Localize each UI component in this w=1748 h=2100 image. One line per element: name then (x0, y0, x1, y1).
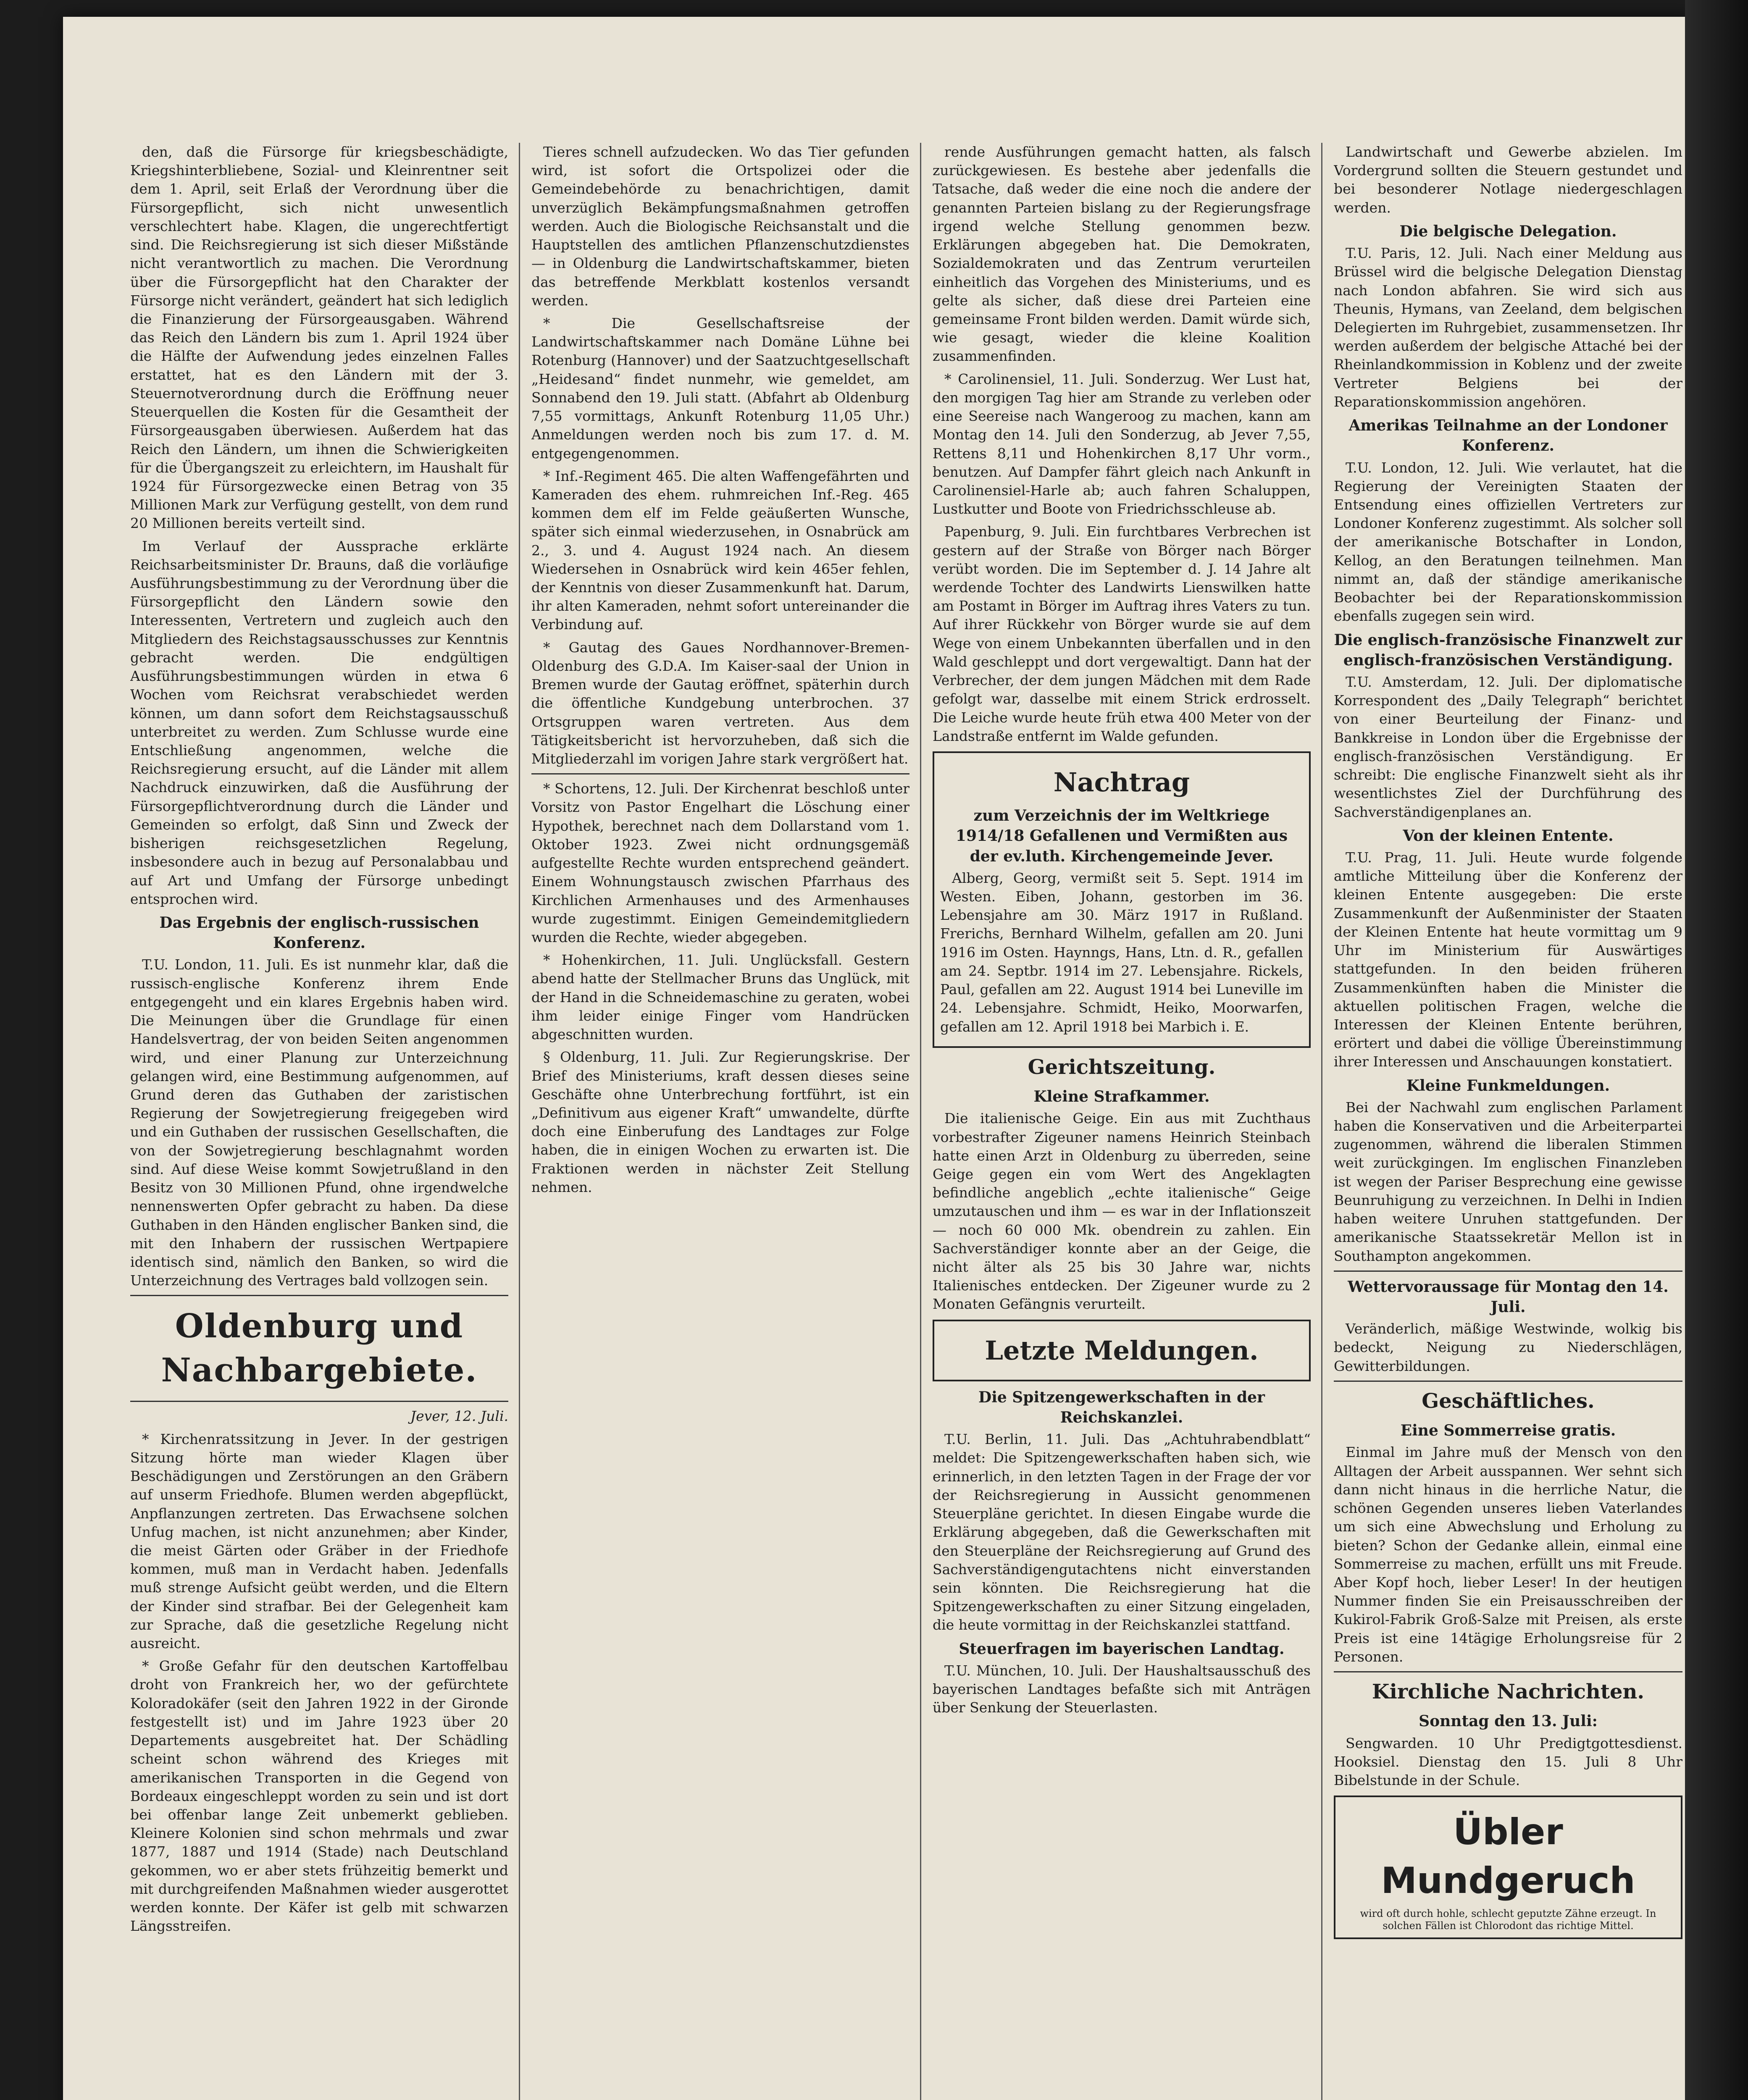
paragraph: * Große Gefahr für den deutschen Kartoffelbau droht von Frankreich her, wo der gefürchtete Koloradokäfer (seit den Jahren 1922 in der Gironde festgestellt ist) und im Jahre 1923 über 20 Departements ausgebreitet hat. Der Schädling scheint schon während des Krieges mit amerikanischen Transporten in die Gegend von Bordeaux eingeschleppt worden zu sein und ist dort bei offenbar lange Zeit unbemerkt geblieben. Kleinere Kolonien sind schon mehrmals und zwar 1877, 1887 und 1914 (Stade) nach Deutschland gekommen, wo er aber stets frühzeitig bemerkt und mit durchgreifenden Maßnahmen wieder ausgerottet werden konnte. Der Käfer ist gelb mit schwarzen Längsstreifen. (130, 1658, 508, 1935)
article-heading: Die englisch-französische Finanzwelt zur englisch-französischen Verständigung. (1334, 631, 1682, 669)
page-edge-shadow (1685, 0, 1748, 2100)
paragraph: * Schortens, 12. Juli. Der Kirchenrat beschloß unter Vorsitz von Pastor Engelhart die Löschung einer Hypothek, berechnet nach dem Dollarstand vom 1. Oktober 1923. Zwei nicht ordnungsgemäß aufgestellte Rechte wurden entsprechend geändert. Einem Wohnungstausch zwischen Pfarrhaus des Kirchlichen Armenhauses und des Armenhauses wurde zugestimmt. Einigen Gemeindemitgliedern wurden die Rechte, wieder abgegeben. (531, 780, 909, 945)
paragraph: Bei der Nachwahl zum englischen Parlament haben die Konservativen und die Arbeiterpartei zugenommen, während die liberalen Stimmen weit zurückgingen. Im englischen Finanzleben ist wegen der Pariser Besprechung eine gewisse Beunruhigung zu verzeichnen. In Delhi in Indien haben weitere Unruhen stattgefunden. Der amerikanische Staatssekretär Mellon ist in Southampton angekommen. (1334, 1099, 1682, 1264)
paragraph: T.U. London, 11. Juli. Es ist nunmehr klar, daß die russisch-englische Konferenz ihrem Ende entgegengeht und ein klares Ergebnis haben wird. Die Meinungen über die Grundlage für einen Handelsvertrag, der von beiden Seiten angenommen wird, und einer Planung zur Unterzeichnung gelangen wird, eine Bestimmung aufgenommen, auf Grund deren das Guthaben der zaristischen Regierung der Sowjetregierung freigegeben wird und ein Guthaben der russischen Gesellschaften, die von der Sowjetregierung beschlagnahmt worden sind. Auf diese Weise kommt Sowjetrußland in den Besitz von 30 Millionen Pfund, ohne irgendwelche nennenswerten Opfer gebracht zu haben. Da diese Guthaben in den Händen englischer Banken sind, die mit den Inhabern der russischen Wertpapiere identisch sind, nämlich den Banken, so wird die Unterzeichnung des Vertrages bald vollzogen sein. (130, 956, 508, 1289)
paragraph: * Kirchenratssitzung in Jever. In der gestrigen Sitzung hörte man wieder Klagen über Beschädigungen und Zerstörungen an den Gräbern auf unserm Friedhofe. Blumen werden abgepflückt, Anpflanzungen zertreten. Das Erwachsene solchen Unfug machen, ist nicht anzunehmen; aber Kinder, die meist Gärten oder Gräber in der Friedhofe kommen, muß man in Verdacht haben. Jedenfalls muß strenge Aufsicht geübt werden, und die Eltern der Kinder sind strafbar. Bei der Gelegenheit kam zur Sprache, daß die gesetzliche Regelung nicht ausreicht. (130, 1431, 508, 1652)
article-heading: Von der kleinen Entente. (1403, 827, 1614, 845)
paragraph: § Oldenburg, 11. Juli. Zur Regierungskrise. Der Brief des Ministeriums, kraft dessen dieses seine Geschäfte ohne Unterbrechung fortführt, ist ein „Definitivum aus eigener Kraft“ umwandelte, dürfte doch eine Einberufung des Landtages zur Folge haben, die in einigen Wochen zu erwarten ist. Die Fraktionen werden in nächster Zeit Stellung nehmen. (531, 1049, 909, 1195)
column-3 (933, 143, 1311, 1722)
article-heading: Das Ergebnis der englisch-russischen Konferenz. (159, 914, 479, 952)
column-rule (519, 143, 520, 2100)
divider (130, 1295, 508, 1296)
divider (1334, 1671, 1682, 1672)
column-1 (130, 143, 508, 1940)
nachtrag-subtitle: zum Verzeichnis der im Weltkriege 1914/18 Gefallenen und Vermißten aus der ev.luth. Kirchengemeinde Jever. (955, 807, 1288, 865)
article-heading: Steuerfragen im bayerischen Landtag. (959, 1640, 1285, 1658)
column-rule (1321, 143, 1322, 2100)
paragraph: T.U. Prag, 11. Juli. Heute wurde folgende amtliche Mitteilung über die Konferenz der kleinen Entente ausgegeben: Die erste Zusammenkunft der Außenminister der Staaten der Kleinen Entente hat heute vormittag um 9 Uhr im Ministerium für Auswärtiges stattgefunden. In den beiden früheren Zusammenkünften haben die Minister die aktuellen politischen Fragen, welche die Interessen der Kleinen Entente berühren, erörtert und dabei die völlige Übereinstimmung ihrer Interessen und Anschauungen konstatiert. (1334, 849, 1682, 1070)
paragraph: T.U. Berlin, 11. Juli. Das „Achtuhrabendblatt“ meldet: Die Spitzengewerkschaften haben sich, wie erinnerlich, in den letzten Tagen in der Frage der vor der Reichsregierung in Aussicht genommenen Steuerpläne gerichtet. In diesen Eingabe wurde die Erklärung abgegeben, daß die Gewerkschaften mit den Steuerpläne der Reichsregierung auf Grund des Sachverständigengutachtens nicht einverstanden sein könnten. Die Reichsregierung hat die Spitzengewerkschaften zu einer Sitzung eingeladen, die heute vormittag in der Reichskanzlei stattfand. (933, 1431, 1311, 1633)
paragraph: Landwirtschaft und Gewerbe abzielen. Im Vordergrund sollten die Steuern gestundet und bei besonderer Notlage niedergeschlagen werden. (1334, 144, 1682, 216)
business-title: Geschäftliches. (1422, 1389, 1595, 1413)
ad-text: wird oft durch hohle, schlecht geputzte Zähne erzeugt. In solchen Fällen ist Chlorodont das richtige Mittel. (1360, 1907, 1656, 1932)
advertisement (1334, 1796, 1682, 1939)
divider (1334, 1381, 1682, 1382)
column-4 (1334, 143, 1682, 1945)
paragraph: * Inf.-Regiment 465. Die alten Waffengefährten und Kameraden des ehem. ruhmreichen Inf.-Reg. 465 kommen dem elf im Felde geäußerten Wunsche, später sich einmal wiederzusehen, in Osnabrück am 2., 3. und 4. August 1924 nach. An diesem Wiedersehen in Osnabrück wird kein 465er fehlen, der Kenntnis von dieser Zusammenkunft hat. Darum, ihr alten Kameraden, nehmt sofort untereinander die Verbindung auf. (531, 467, 909, 633)
paragraph: Tieres schnell aufzudecken. Wo das Tier gefunden wird, ist sofort die Ortspolizei oder die Gemeindebehörde zu benachrichtigen, damit unverzüglich Bekämpfungsmaßnahmen getroffen werden. Auch die Biologische Reichsanstalt und die Hauptstellen des amtlichen Pflanzenschutzdienstes — in Oldenburg die Landwirtschaftskammer, bieten das betreffende Merkblatt kostenlos versandt werden. (531, 144, 909, 309)
article-heading: Kleine Funkmeldungen. (1406, 1076, 1610, 1095)
newspaper-page (63, 17, 1693, 2100)
article-heading: Amerikas Teilnahme an der Londoner Konferenz. (1348, 417, 1668, 455)
latest-news-title: Letzte Meldungen. (985, 1335, 1259, 1366)
nachtrag-box (933, 751, 1311, 1048)
paragraph: Papenburg, 9. Juli. Ein furchtbares Verbrechen ist gestern auf der Straße von Börger nach Börger verübt worden. Die im September d. J. 14 Jahre alt werdende Tochter des Landwirts Lienswilken hatte am Postamt in Börger im Auftrag ihres Vaters zu tun. Auf ihrer Rückkehr von Börger wurde sie auf dem Wege von einem Unbekannten überfallen und in den Wald geschleppt und dort vergewaltigt. Dann hat der Verbrecher, der dem jungen Mädchen mit dem Rade gefolgt war, dasselbe mit einem Strick erdrosselt. Die Leiche wurde heute früh etwa 400 Meter von der Landstraße entfernt im Walde gefunden. (933, 523, 1311, 744)
paragraph: T.U. München, 10. Juli. Der Haushaltsausschuß des bayerischen Landtages befaßte sich mit Anträgen über Senkung der Steuerlasten. (933, 1662, 1311, 1716)
nachtrag-title: Nachtrag (1053, 767, 1190, 798)
paragraph: T.U. London, 12. Juli. Wie verlautet, hat die Regierung der Vereinigten Staaten der Entsendung eines offiziellen Vertreters zur Londoner Konferenz zugestimmt. Als solcher soll der amerikanische Botschafter in London, Kellog, an den Beratungen teilnehmen. Man nimmt an, daß der ständige amerikanische Beobachter bei der Reparationskommission ebenfalls zugegen sein wird. (1334, 459, 1682, 625)
church-date: Sonntag den 13. Juli: (1419, 1712, 1598, 1730)
column-2 (531, 143, 909, 1201)
ad-headline: Übler Mundgeruch (1381, 1811, 1635, 1902)
article-heading: Die Spitzengewerkschaften in der Reichskanzlei. (978, 1388, 1265, 1427)
paragraph: Die italienische Geige. Ein aus mit Zuchthaus vorbestrafter Zigeuner namens Heinrich Steinbach hatte einen Arzt in Oldenburg zu überreden, seine Geige gegen ein vom Wert des Angeklagten befindliche angeblich „echte italienische“ Geige umzutauschen und ihm — es war in der Inflationszeit — noch 60 000 Mk. obendrein zu zahlen. Ein Sachverständiger konnte aber an der Geige, die nicht älter als 25 bis 30 Jahre war, nichts Italienisches entdecken. Der Zigeuner wurde zu 2 Monaten Gefängnis verurteilt. (933, 1110, 1311, 1312)
dateline: Jever, 12. Juli. (410, 1408, 508, 1425)
paragraph: Einmal im Jahre muß der Mensch von den Alltagen der Arbeit ausspannen. Wer sehnt sich dann nicht hinaus in die herrliche Natur, die schönen Gegenden unseres lieben Vaterlandes um sich eine Abwechslung und Erholung zu bieten? Schon der Gedanke allein, einmal eine Sommerreise zu machen, erfüllt uns mit Freude. Aber Kopf hoch, lieber Leser! In der heutigen Nummer finden Sie ein Preisausschreiben der Kukirol-Fabrik Groß-Salze mit Preisen, als erste Preis ist eine 14tägige Erholungsreise für 2 Personen. (1334, 1444, 1682, 1665)
divider (1334, 1270, 1682, 1272)
section-title: Oldenburg und Nachbargebiete. (161, 1307, 478, 1389)
business-subtitle: Eine Sommerreise gratis. (1400, 1422, 1616, 1440)
paragraph: den, daß die Fürsorge für kriegsbeschädigte, Kriegshinterbliebene, Sozial- und Kleinrentner seit dem 1. April, seit Erlaß der Verordnung über die Fürsorgepflicht, sich nicht unwesentlich verschlechtert habe. Klagen, die ungerechtfertigt sind. Die Reichsregierung ist sich dieser Mißstände nicht verantwortlich zu machen. Die Verordnung über die Fürsorgepflicht hat den Charakter der Fürsorge nicht verändert, geändert hat sich lediglich die Finanzierung der Fürsorgeausgaben. Während das Reich den Ländern bis zum 1. April 1924 über die Hälfte der Aufwendung jedes einzelnen Falles erstattet, hat es den Ländern mit der 3. Steuernotverordnung durch die Eröffnung neuer Steuerquellen die Kosten für die Gesamtheit der Fürsorgeausgaben überwiesen. Außerdem hat das Reich den Ländern, um ihnen die Schwierigkeiten für die Übergangszeit zu erleichtern, im Haushalt für 1924 für Fürsorgezwecke einen Betrag von 35 Millionen Mark zur Verfügung gestellt, von dem rund 20 Millionen bereits verteilt sind. (130, 144, 508, 532)
church-title: Kirchliche Nachrichten. (1372, 1680, 1645, 1704)
paragraph: * Gautag des Gaues Nordhannover-Bremen-Oldenburg des G.D.A. Im Kaiser-saal der Union in Bremen wurde der Gautag eröffnet, späterhin durch die öffentliche Kundgebung unterbrochen. 37 Ortsgruppen waren vertreten. Aus dem Tätigkeitsbericht ist hervorzuheben, daß sich die Mitgliederzahl im vorigen Jahre stark vergrößert hat. (531, 639, 909, 767)
paragraph: Sengwarden. 10 Uhr Predigtgottesdienst. Hooksiel. Dienstag den 15. Juli 8 Uhr Bibelstunde in der Schule. (1334, 1735, 1682, 1789)
paragraph: * Die Gesellschaftsreise der Landwirtschaftskammer nach Domäne Lühne bei Rotenburg (Hannover) und der Saatzuchtgesellschaft „Heidesand“ findet nunmehr, wie gemeldet, am Sonnabend den 19. Juli statt. (Abfahrt ab Oldenburg 7,55 vormittags, Ankunft Rotenburg 11,05 Uhr.) Anmeldungen werden noch bis zum 17. d. M. entgegengenommen. (531, 315, 909, 462)
paragraph: * Hohenkirchen, 11. Juli. Unglücksfall. Gestern abend hatte der Stellmacher Bruns das Unglück, mit der Hand in die Schneidemaschine zu geraten, wobei ihm leider einige Finger vom Handrücken abgeschnitten wurden. (531, 952, 909, 1043)
paragraph: rende Ausführungen gemacht hatten, als falsch zurückgewiesen. Es bestehe aber jedenfalls die Tatsache, daß weder die eine noch die andere der genannten Parteien bislang zu der Regierungsfrage irgend welche Stellung genommen bezw. Erklärungen abgegeben hat. Die Demokraten, Sozialdemokraten und das Zentrum verurteilen einheitlich das Vorgehen des Ministeriums, und es gelte als sicher, daß diese drei Parteien eine gemeinsame Front bilden werden. Damit würde sich, wie gesagt, wieder die kleine Koalition zusammenfinden. (933, 144, 1311, 365)
paragraph: Im Verlauf der Aussprache erklärte Reichsarbeitsminister Dr. Brauns, daß die vorläufige Ausführungsbestimmung zu der Verordnung über die Fürsorgepflicht den Ländern sowie den Interessenten, Vertretern und zugleich auch den Mitgliedern des Reichstagsausschusses zur Kenntnis gebracht werden. Die endgültigen Ausführungsbestimmungen würden in etwa 6 Wochen vom Reichsrat verabschiedet werden können, um dann sofort dem Reichstagsausschuß unterbreitet zu werden. Zum Schlusse wurde eine Entschließung angenommen, welche die Reichsregierung ersucht, auf die Länder mit allem Nachdruck einzuwirken, daß die Ausführung der Fürsorgepflichtverordnung durch die Länder und Gemeinden so erfolgt, daß Sinn und Zweck der bisherigen reichsgesetzlichen Regelung, insbesondere auch in bezug auf Personalabbau und auf Art und Umfang der Fürsorge unbedingt entsprochen wird. (130, 538, 508, 907)
latest-news-box (933, 1320, 1311, 1381)
divider (130, 1401, 508, 1402)
article-heading: Die belgische Delegation. (1399, 222, 1617, 240)
paragraph: T.U. Amsterdam, 12. Juli. Der diplomatische Korrespondent des „Daily Telegraph“ berichtet von einer Beurteilung der Finanz- und Bankkreise in London über die Ergebnisse der englisch-französischen Verständigung. Er schreibt: Die englische Finanzwelt sieht als ihr wesentlichstes Ziel der Durchführung des Sachverständigenplanes an. (1334, 673, 1682, 820)
court-title: Gerichtszeitung. (1028, 1055, 1216, 1079)
weather-text: Veränderlich, mäßige Westwinde, wolkig bis bedeckt, Neigung zu Niederschlägen, Gewitterbildungen. (1334, 1320, 1682, 1374)
column-rule (920, 143, 921, 2100)
weather-heading: Wettervoraussage für Montag den 14. Juli. (1348, 1278, 1669, 1316)
paragraph: * Carolinensiel, 11. Juli. Sonderzug. Wer Lust hat, den morgigen Tag hier am Strande zu verleben oder eine Seereise nach Wangeroog zu machen, kann am Montag den 14. Juli den Sonderzug, ab Jever 7,55, Rettens 8,11 und Hohenkirchen 8,17 Uhr vorm., benutzen. Auf Dampfer fährt gleich nach Ankunft in Carolinensiel-Harle ab; auch fahren Schaluppen, Lustkutter und Boote von Friedrichsschleuse ab. (933, 370, 1311, 517)
court-subtitle: Kleine Strafkammer. (1033, 1088, 1210, 1106)
paragraph: Alberg, Georg, vermißt seit 5. Sept. 1914 im Westen. Eiben, Johann, gestorben im 36. Lebensjahre am 30. März 1917 in Rußland. Frerichs, Bernhard Wilhelm, gefallen am 20. Juni 1916 im Osten. Haynngs, Hans, Ltn. d. R., gefallen am 24. Septbr. 1914 im 27. Lebensjahre. Rickels, Paul, gefallen am 22. August 1914 bei Luneville im 24. Lebensjahre. Schmidt, Heiko, Moorwarfen, gefallen am 12. April 1918 bei Marbich i. E. (940, 869, 1303, 1035)
paragraph: T.U. Paris, 12. Juli. Nach einer Meldung aus Brüssel wird die belgische Delegation Dienstag nach London abfahren. Sie wird sich aus Theunis, Hymans, van Zeeland, dem belgischen Delegierten im Ruhrgebiet, zusammensetzen. Ihr werden außerdem der belgische Attaché bei der Rheinlandkommission in Koblenz und der zweite Vertreter Belgiens bei der Reparationskommission angehören. (1334, 245, 1682, 410)
divider (531, 773, 909, 774)
